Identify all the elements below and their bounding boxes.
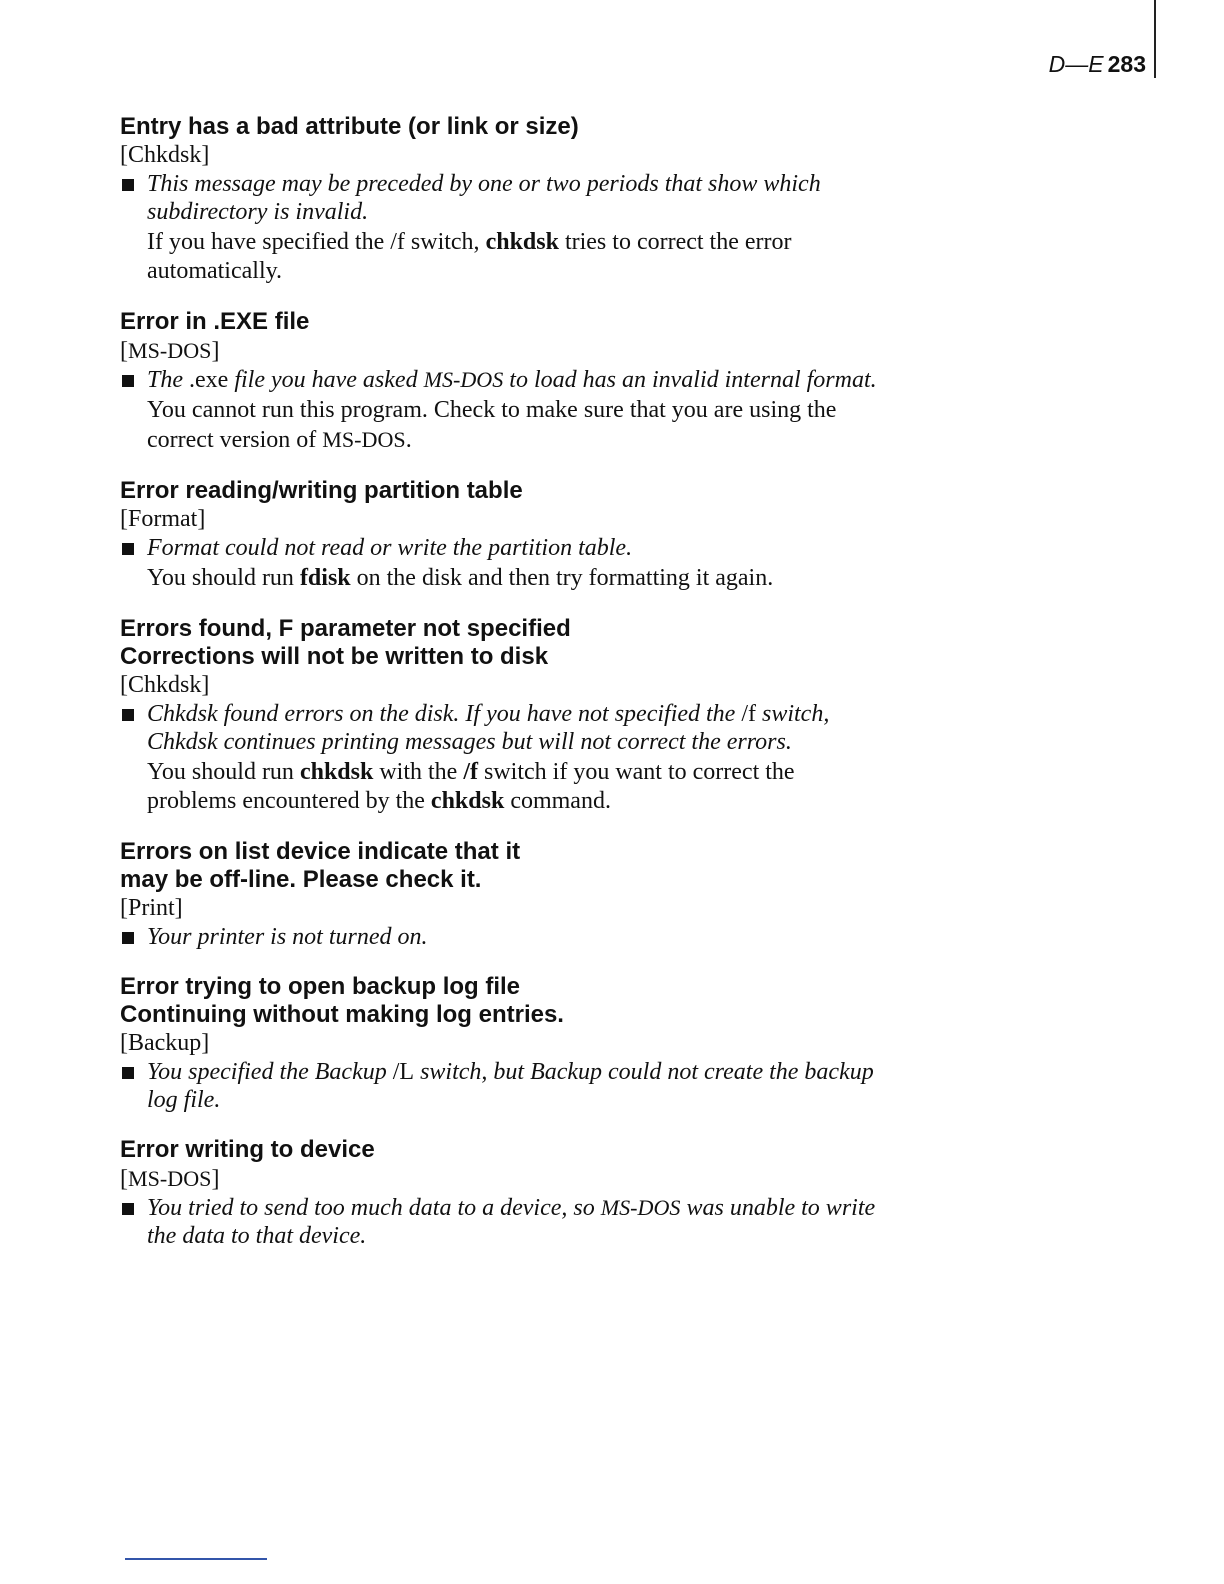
title-line: Errors found, F parameter not specified [120,615,571,642]
title-line: Continuing without making log entries. [120,1001,564,1028]
entry-description [120,1058,880,1114]
entry-source [120,1164,880,1194]
entry-detail [120,228,880,286]
entry-source [120,336,880,366]
bullet-icon [122,375,134,387]
entry-detail [120,564,880,593]
description-text: You tried to send too much data to a device, so [147,1195,601,1221]
source-bracket: [ [120,338,128,364]
entry-source: [Chkdsk] [120,142,210,168]
entry-description [120,923,880,951]
description-text: This message may be preceded by one or two periods that show which subdirectory is invalid. [147,171,821,225]
entry-backup-log [120,973,880,1114]
entry-detail [120,758,880,816]
section-label: D—E [1048,51,1104,77]
bullet-icon [122,709,134,721]
entry-description [120,534,880,562]
title-line: may be off-line. Please check it. [120,866,482,893]
entry-partition-table [120,477,880,593]
detail-text: tries to correct the error automatically. [147,229,792,284]
bullet-icon [122,543,134,555]
entry-errors-found [120,615,880,816]
entry-exe-file [120,308,880,455]
entry-bad-attribute [120,113,880,286]
entry-title: Entry has a bad attribute (or link or size) [120,113,579,140]
detail-text: You should run [147,565,300,591]
title-line: Errors on list device indicate that it [120,838,521,865]
entry-description [120,1194,880,1250]
entry-source: [Chkdsk] [120,672,210,698]
os-name: MS-DOS [322,427,406,452]
header-rule [1154,0,1156,50]
entry-title: Error writing to device [120,1136,375,1163]
entry-title [120,973,880,1029]
detail-text: command. [504,788,611,814]
source-bracket: [ [120,1166,128,1192]
entry-title: Error in .EXE file [120,308,310,335]
command-name: chkdsk [299,759,374,785]
entry-writing-device [120,1136,880,1250]
switch-name: /f [741,701,756,727]
description-text: switch, Chkdsk continues printing messages but will not correct the errors. [147,701,830,755]
detail-text: If you have specified the /f switch, [147,229,486,255]
entry-detail [120,396,880,455]
source-name: MS-DOS [128,338,212,363]
source-bracket: ] [211,1166,220,1192]
source-bracket: ] [211,338,220,364]
description-text: file you have asked [228,367,424,393]
detail-text: . [405,427,412,453]
description-text: Chkdsk found errors on the disk. If you have not specified the [147,701,742,727]
description-text: You specified the Backup [147,1059,393,1085]
bottom-rule [125,1558,267,1560]
source-name: MS-DOS [128,1166,212,1191]
os-name: MS-DOS [423,367,504,392]
switch-name: /L [392,1059,415,1085]
entry-source: [Backup] [120,1030,210,1056]
description-text: Your printer is not turned on. [147,924,428,950]
switch-name: /f [463,759,478,785]
entry-source: [Format] [120,506,206,532]
title-line: Corrections will not be written to disk [120,643,549,670]
detail-text: You should run [147,759,300,785]
detail-text: on the disk and then try formatting it again. [350,565,774,591]
entry-title [120,615,880,671]
entry-description [120,366,880,394]
command-name: chkdsk [430,788,505,814]
bullet-icon [122,1203,134,1215]
entry-list-device [120,838,880,951]
page-content [120,113,880,1272]
description-text: switch, but Backup could not create the backup log file. [147,1059,874,1113]
entry-title [120,838,880,894]
page-number: 283 [1107,51,1146,77]
bullet-icon [122,932,134,944]
bullet-icon [122,179,134,191]
description-text: was unable to write the data to that device. [147,1195,876,1249]
command-name: fdisk [299,565,351,591]
os-name: MS-DOS [600,1195,681,1220]
detail-text: You cannot run this program. Check to make sure that you are using the correct version of [147,397,837,453]
file-extension: .exe [189,367,229,393]
command-name: chkdsk [485,229,559,255]
title-line: Error trying to open backup log file [120,973,521,1000]
entry-description [120,700,880,756]
bullet-icon [122,1067,134,1079]
detail-text: with the [373,759,464,785]
description-text: to load has an invalid internal format. [503,367,877,393]
entry-title: Error reading/writing partition table [120,477,523,504]
page-header [1049,50,1156,78]
description-text: Format could not read or write the partition table. [147,535,633,561]
entry-source: [Print] [120,895,183,921]
description-text: The [147,367,189,393]
detail-text: switch if you want to correct the problems encountered by the [147,759,795,814]
entry-description [120,170,880,226]
